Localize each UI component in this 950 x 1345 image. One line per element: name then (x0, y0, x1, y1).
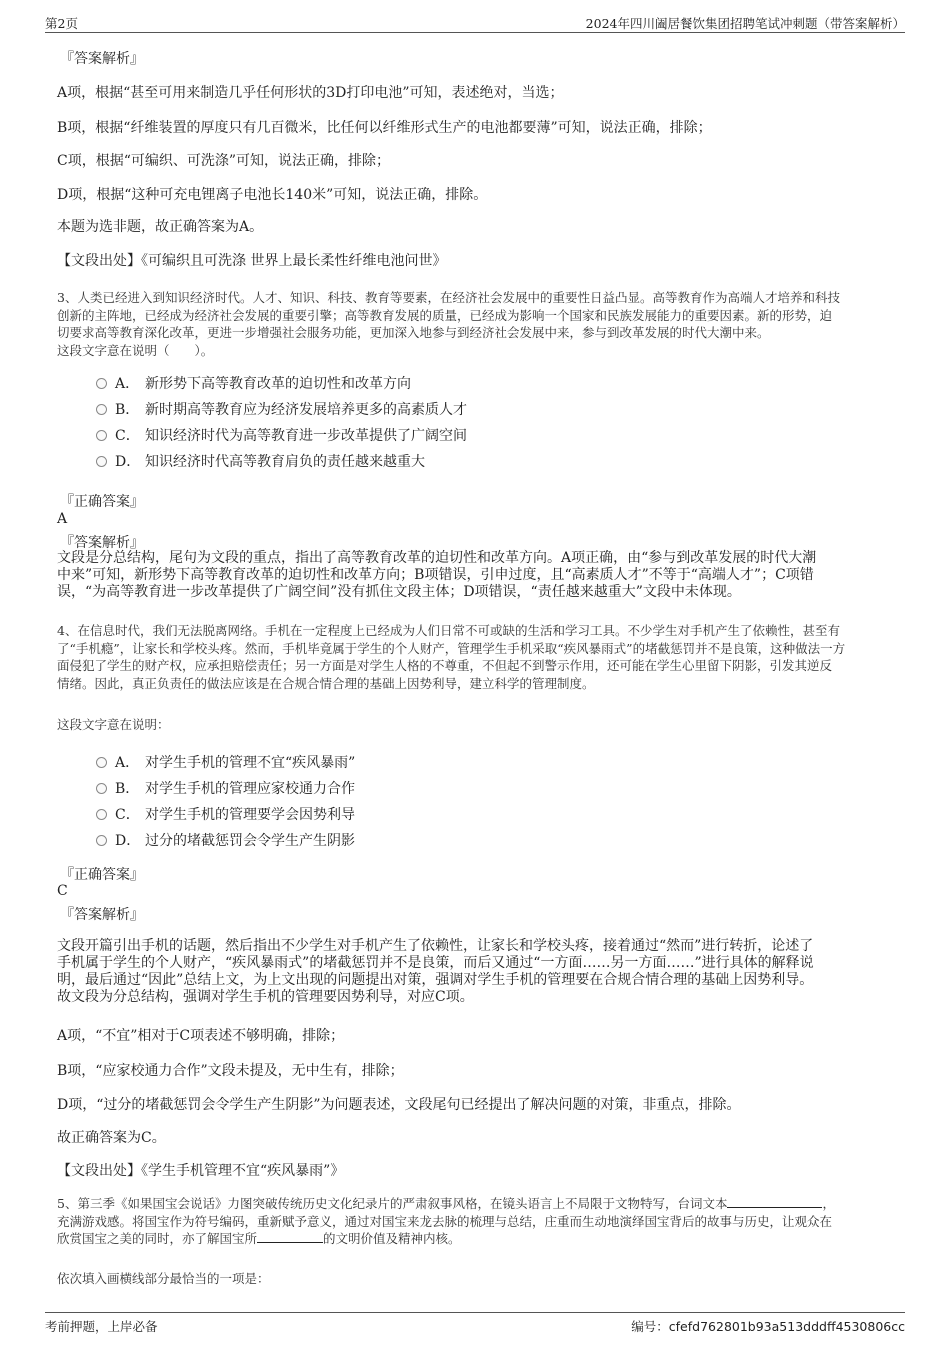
q4-analysis-d: D项，“过分的堵截惩罚会令学生产生阴影”为问题表述，文段尾句已经提出了解决问题的对策，非重点，排除。 (57, 1097, 741, 1113)
page-number: 第2页 (45, 16, 78, 31)
radio-icon[interactable] (96, 809, 107, 820)
q5-passage (57, 1195, 835, 1248)
q4-option-d[interactable]: D． 过分的堵截惩罚会令学生产生阴影 (96, 830, 355, 850)
q3-analysis-line: 文段是分总结构，尾句为文段的重点，指出了高等教育改革的迫切性和改革方向。A项正确，由“参与到改革发展的时代大潮 (57, 550, 817, 566)
q4-passage (57, 622, 845, 692)
q3-passage-line: 3、人类已经进入到知识经济时代。人才、知识、科技、教育等要素，在经济社会发展中的重要性日益凸显。高等教育作为高端人才培养和科技 (57, 290, 840, 305)
q2-source: 【文段出处】《可编织且可洗涤 世界上最长柔性纤维电池问世》 (57, 253, 447, 269)
radio-icon[interactable] (96, 783, 107, 794)
q4-analysis-line: 文段开篇引出手机的话题，然后指出不少学生对手机产生了依赖性，让家长和学校头疼，接着通过“然而”进行转折，论述了 (57, 938, 814, 954)
q4-analysis-line: 故文段为分总结构，强调对学生手机的管理要因势利导，对应C项。 (57, 989, 474, 1005)
q4-analysis-line: 明，最后通过“因此”总结上文，为上文出现的问题提出对策，强调对学生手机的管理要在合规合情合理的基础上因势利导。 (57, 972, 814, 988)
q4-source: 【文段出处】《学生手机管理不宜“疾风暴雨”》 (57, 1163, 345, 1179)
radio-icon[interactable] (96, 835, 107, 846)
q4-answer-label: 『正确答案』 (60, 867, 144, 883)
q4-analysis-line: 手机属于学生的个人财产，“疾风暴雨式”的堵截惩罚并不是良策，而后又通过“一方面……另一方面……”进行具体的解释说 (57, 955, 814, 971)
radio-icon[interactable] (96, 757, 107, 768)
q2-analysis-b: B项，根据“纤维装置的厚度只有几百微米，比任何以纤维形式生产的电池都要薄”可知，说法正确，排除； (57, 120, 712, 136)
q2-analysis-label: 『答案解析』 (60, 51, 144, 67)
q4-option-b[interactable]: B． 对学生手机的管理应家校通力合作 (96, 778, 355, 798)
q4-conclusion: 故正确答案为C。 (57, 1130, 166, 1146)
radio-icon[interactable] (96, 430, 107, 441)
q4-passage-line: 了“手机瘾”，让家长和学校头疼。然而，手机毕竟属于学生的个人财产，管理学生手机采取“疾风暴雨式”的堵截惩罚并不是良策，这种做法一方 (57, 640, 846, 656)
radio-icon[interactable] (96, 404, 107, 415)
q4-answer: C (57, 883, 68, 899)
q4-passage-line: 4、在信息时代，我们无法脱离网络。手机在一定程度上已经成为人们日常不可或缺的生活和学习工具。不少学生对手机产生了依赖性，甚至有 (57, 623, 840, 638)
footer-slogan: 考前押题，上岸必备 (45, 1319, 158, 1334)
q3-option-c[interactable]: C． 知识经济时代为高等教育进一步改革提供了广阔空间 (96, 425, 467, 445)
q4-option-a[interactable]: A． 对学生手机的管理不宜“疾风暴雨” (96, 752, 355, 772)
q3-analysis (57, 550, 816, 601)
q4-analysis-b: B项，“应家校通力合作”文段未提及，无中生有，排除； (57, 1063, 404, 1079)
q3-passage-line: 创新的主阵地，已经成为经济社会发展的重要引擎；高等教育发展的质量，已经成为影响一个国家和民族发展能力的重要因素。新的形势，迫 (57, 307, 833, 323)
q2-analysis-a: A项，根据“甚至可用来制造几乎任何形状的3D打印电池”可知，表述绝对，当选； (57, 85, 564, 101)
q4-question: 这段文字意在说明： (57, 717, 170, 732)
q4-analysis-label: 『答案解析』 (60, 907, 144, 923)
q2-analysis-d: D项，根据“这种可充电锂离子电池长140米”可知，说法正确，排除。 (57, 187, 488, 203)
document-code: 编号：cfefd762801b93a513dddff4530806cc (631, 1319, 905, 1334)
q3-analysis-line: 中来”可知，新形势下高等教育改革的迫切性和改革方向；B项错误，引申过度，且“高素质人才”不等于“高端人才”；C项错 (57, 567, 814, 583)
q5-passage-line: 5、第三季《如果国宝会说话》力图突破传统历史文化纪录片的严肃叙事风格，在镜头语言上不局限于文物特写，台词文本 ， (57, 1196, 835, 1211)
q3-passage-line: 切要求高等教育深化改革，更进一步增强社会服务功能，更加深入地参与到经济社会发展中来，参与到改革发展的时代大潮中来。 (57, 325, 770, 340)
q3-option-a[interactable]: A． 新形势下高等教育改革的迫切性和改革方向 (96, 373, 411, 393)
q3-answer-label: 『正确答案』 (60, 494, 144, 510)
q3-option-b[interactable]: B． 新时期高等教育应为经济发展培养更多的高素质人才 (96, 399, 467, 419)
q3-analysis-line: 误，“为高等教育进一步改革提供了广阔空间”没有抓住文段主体；D项错误，“责任越来越重大”文段中未体现。 (57, 584, 741, 600)
radio-icon[interactable] (96, 378, 107, 389)
q3-analysis-label: 『答案解析』 (60, 535, 144, 551)
document-title: 2024年四川阖居餐饮集团招聘笔试冲刺题（带答案解析） (585, 16, 905, 31)
q4-passage-line: 情绪。因此，真正负责任的做法应该是在合规合情合理的基础上因势利导，建立科学的管理制度。 (57, 675, 595, 691)
q5-blank-2 (257, 1230, 323, 1243)
page-footer (45, 1312, 905, 1335)
q5-question: 依次填入画横线部分最恰当的一项是： (57, 1271, 270, 1286)
page-header (45, 12, 905, 33)
q4-analysis-a: A项，“不宜”相对于C项表述不够明确，排除； (57, 1028, 345, 1044)
q4-option-c[interactable]: C． 对学生手机的管理要学会因势利导 (96, 804, 355, 824)
q3-question: 这段文字意在说明（ ）。 (57, 342, 214, 358)
q3-passage (57, 289, 840, 359)
q5-passage-line: 充满游戏感。将国宝作为符号编码，重新赋予意义，通过对国宝来龙去脉的梳理与总结，庄重而生动地演绎国宝背后的故事与历史，让观众在 (57, 1213, 833, 1229)
q5-blank-1 (727, 1195, 822, 1208)
q5-passage-line: 欣赏国宝之美的同时，亦了解国宝所 的文明价值及精神内核。 (57, 1231, 461, 1246)
q4-analysis (57, 938, 814, 1006)
q2-conclusion: 本题为选非题，故正确答案为A。 (57, 219, 264, 235)
q4-passage-line: 面侵犯了学生的财产权，应承担赔偿责任；另一方面是对学生人格的不尊重，不但起不到警示作用，还可能在学生心里留下阴影，引发其逆反 (57, 658, 833, 673)
q3-answer: A (57, 511, 68, 527)
radio-icon[interactable] (96, 456, 107, 467)
q3-option-d[interactable]: D． 知识经济时代高等教育肩负的责任越来越重大 (96, 451, 425, 471)
q2-analysis-c: C项，根据“可编织、可洗涤”可知，说法正确，排除； (57, 153, 391, 169)
